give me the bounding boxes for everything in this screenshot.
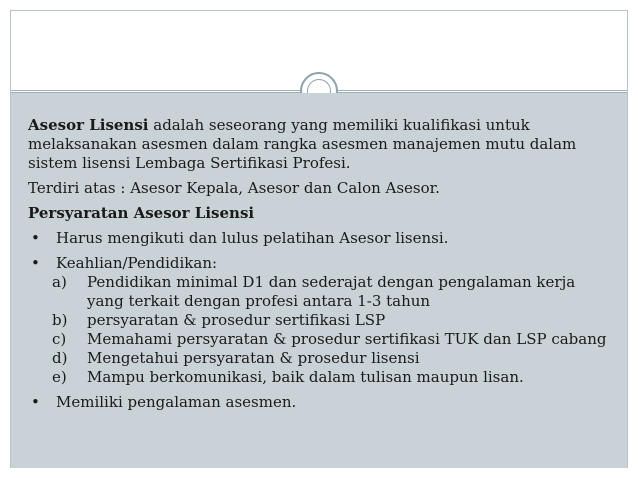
education-text: Mampu berkomunikasi, baik dalam tulisan maupun lisan. — [87, 368, 524, 386]
bullet-text: Memiliki pengalaman asesmen. — [56, 393, 297, 411]
bullet-text: Keahlian/Pendidikan: — [56, 254, 218, 272]
body-text — [28, 116, 614, 418]
education-text: persyaratan & prosedur sertifikasi LSP — [87, 311, 386, 329]
education-text: Memahami persyaratan & prosedur sertifikasi TUK dan LSP cabang — [87, 330, 607, 348]
bullet-mark: • — [31, 229, 40, 247]
bullet-item — [28, 254, 614, 387]
education-item — [52, 311, 610, 330]
education-item — [52, 368, 610, 387]
education-item — [52, 330, 610, 349]
intro-paragraph — [28, 116, 614, 173]
bullet-item — [28, 229, 614, 248]
slide-frame — [10, 10, 628, 468]
education-mark: e) — [52, 368, 67, 386]
composition-paragraph: Terdiri atas : Asesor Kepala, Asesor dan Calon Asesor. — [28, 179, 440, 197]
education-mark: a) — [52, 273, 67, 291]
requirements-heading: Persyaratan Asesor Lisensi — [28, 204, 255, 222]
education-text: Mengetahui persyaratan & prosedur lisensi — [87, 349, 420, 367]
education-item — [52, 349, 610, 368]
bullet-mark: • — [31, 393, 40, 411]
education-list — [52, 273, 614, 387]
content-panel — [11, 93, 627, 468]
education-item — [52, 273, 610, 311]
education-text: Pendidikan minimal D1 dan sederajat dengan pengalaman kerja yang terkait dengan profesi antara 1-3 tahun — [87, 273, 576, 310]
bullet-item — [28, 393, 614, 412]
bullet-text: Harus mengikuti dan lulus pelatihan Asesor lisensi. — [56, 229, 449, 247]
bullet-mark: • — [31, 254, 40, 272]
education-mark: c) — [52, 330, 67, 348]
intro-term: Asesor Lisensi — [28, 116, 149, 134]
education-mark: b) — [52, 311, 68, 329]
education-mark: d) — [52, 349, 68, 367]
intro-definition: adalah seseorang yang memiliki kualifikasi untuk melaksanakan asesmen dalam rangka asesmen manajemen mutu dalam sistem lisensi Lembaga Sertifikasi Profesi. — [28, 116, 577, 172]
